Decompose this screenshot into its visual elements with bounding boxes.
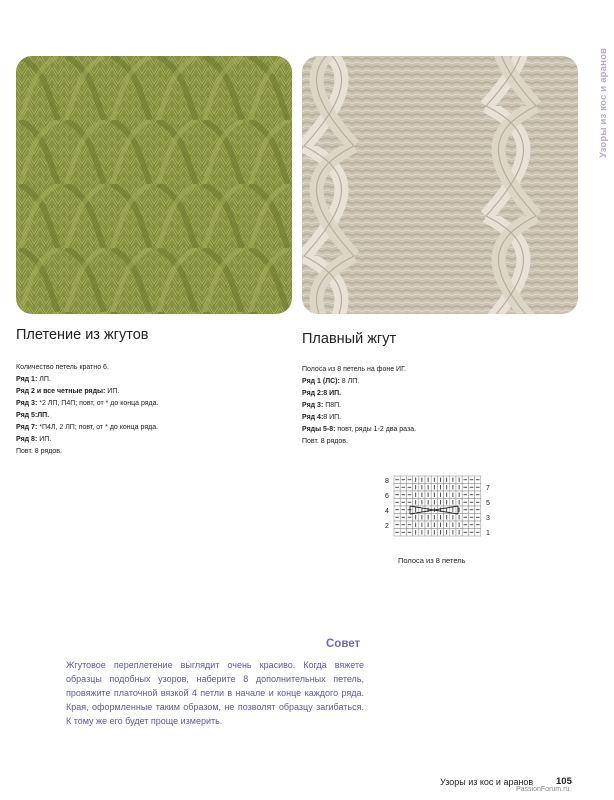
green-cable-swatch-photo [16,56,292,314]
instruction-line: Ряд 4:8 ИП. [302,414,342,421]
left-pattern-heading: Плетение из жгутов [16,327,149,343]
knitting-chart [382,472,494,542]
instruction-line: Ряды 5-8: повт, ряды 1-2 два раза. [302,426,417,433]
instruction-line: Полоса из 8 петель на фоне ИГ. [302,366,406,373]
page-number: 105 [556,776,572,787]
instruction-line: Ряд 5:ЛП. [16,412,50,419]
watermark: PassionForum.ru [516,786,570,793]
side-section-title: Узоры из кос и аранов [598,48,609,159]
footer-section-title: Узоры из кос и аранов [440,777,534,787]
chart-row-number: 5 [486,500,490,507]
tip-title: Совет [326,638,361,650]
instruction-line: Количество петель кратно 6. [16,364,109,371]
tip-text: Жгутовое переплетение выглядит очень красиво. Когда вяжете образцы подобных узоров, наберите 8 дополнительных петель, провяжите платочной вязкой 4 петли в начале и конце каждого ряда. Края, оформленные таким образом, не позволят образцу загибаться. К тому же его будет проще измерить. [66,660,364,726]
instruction-line: Ряд 8: ИП. [16,436,52,443]
instruction-line: Ряд 2 и все четные ряды: ИП. [16,388,120,395]
chart-row-number: 7 [486,485,490,492]
instruction-line: Ряд 3: П8П. [302,402,342,409]
chart-caption: Полоса из 8 петель [398,556,466,565]
left-pattern-instructions [16,362,286,458]
right-pattern-heading: Плавный жгут [302,331,397,347]
instruction-line: Ряд 7: *П4Л, 2 ЛП; повт, от * до конца ряда. [16,424,159,431]
chart-row-number: 2 [385,523,389,530]
right-pattern-instructions [302,364,572,448]
beige-cable-swatch-photo [302,56,578,314]
chart-row-number: 3 [486,515,490,522]
knitting-chart-grid [382,472,494,542]
chart-row-number: 4 [385,508,389,515]
chart-row-number: 8 [385,478,389,485]
instruction-line: Ряд 2:8 ИП. [302,390,342,397]
instruction-line: Повт. 8 рядов. [302,438,348,445]
instruction-line: Ряд 1 (ЛС): 8 ЛП. [302,378,360,385]
instruction-line: Ряд 3: *2 ЛП, П4П; повт, от * до конца ряда. [16,400,159,407]
chart-row-number: 6 [385,493,389,500]
chart-row-number: 1 [486,530,490,537]
beige-cable-swatch-image [302,56,578,314]
instruction-line: Ряд 1: ЛП. [16,376,51,383]
instruction-line: Повт. 8 рядов. [16,448,62,455]
green-cable-swatch-image [16,56,292,314]
